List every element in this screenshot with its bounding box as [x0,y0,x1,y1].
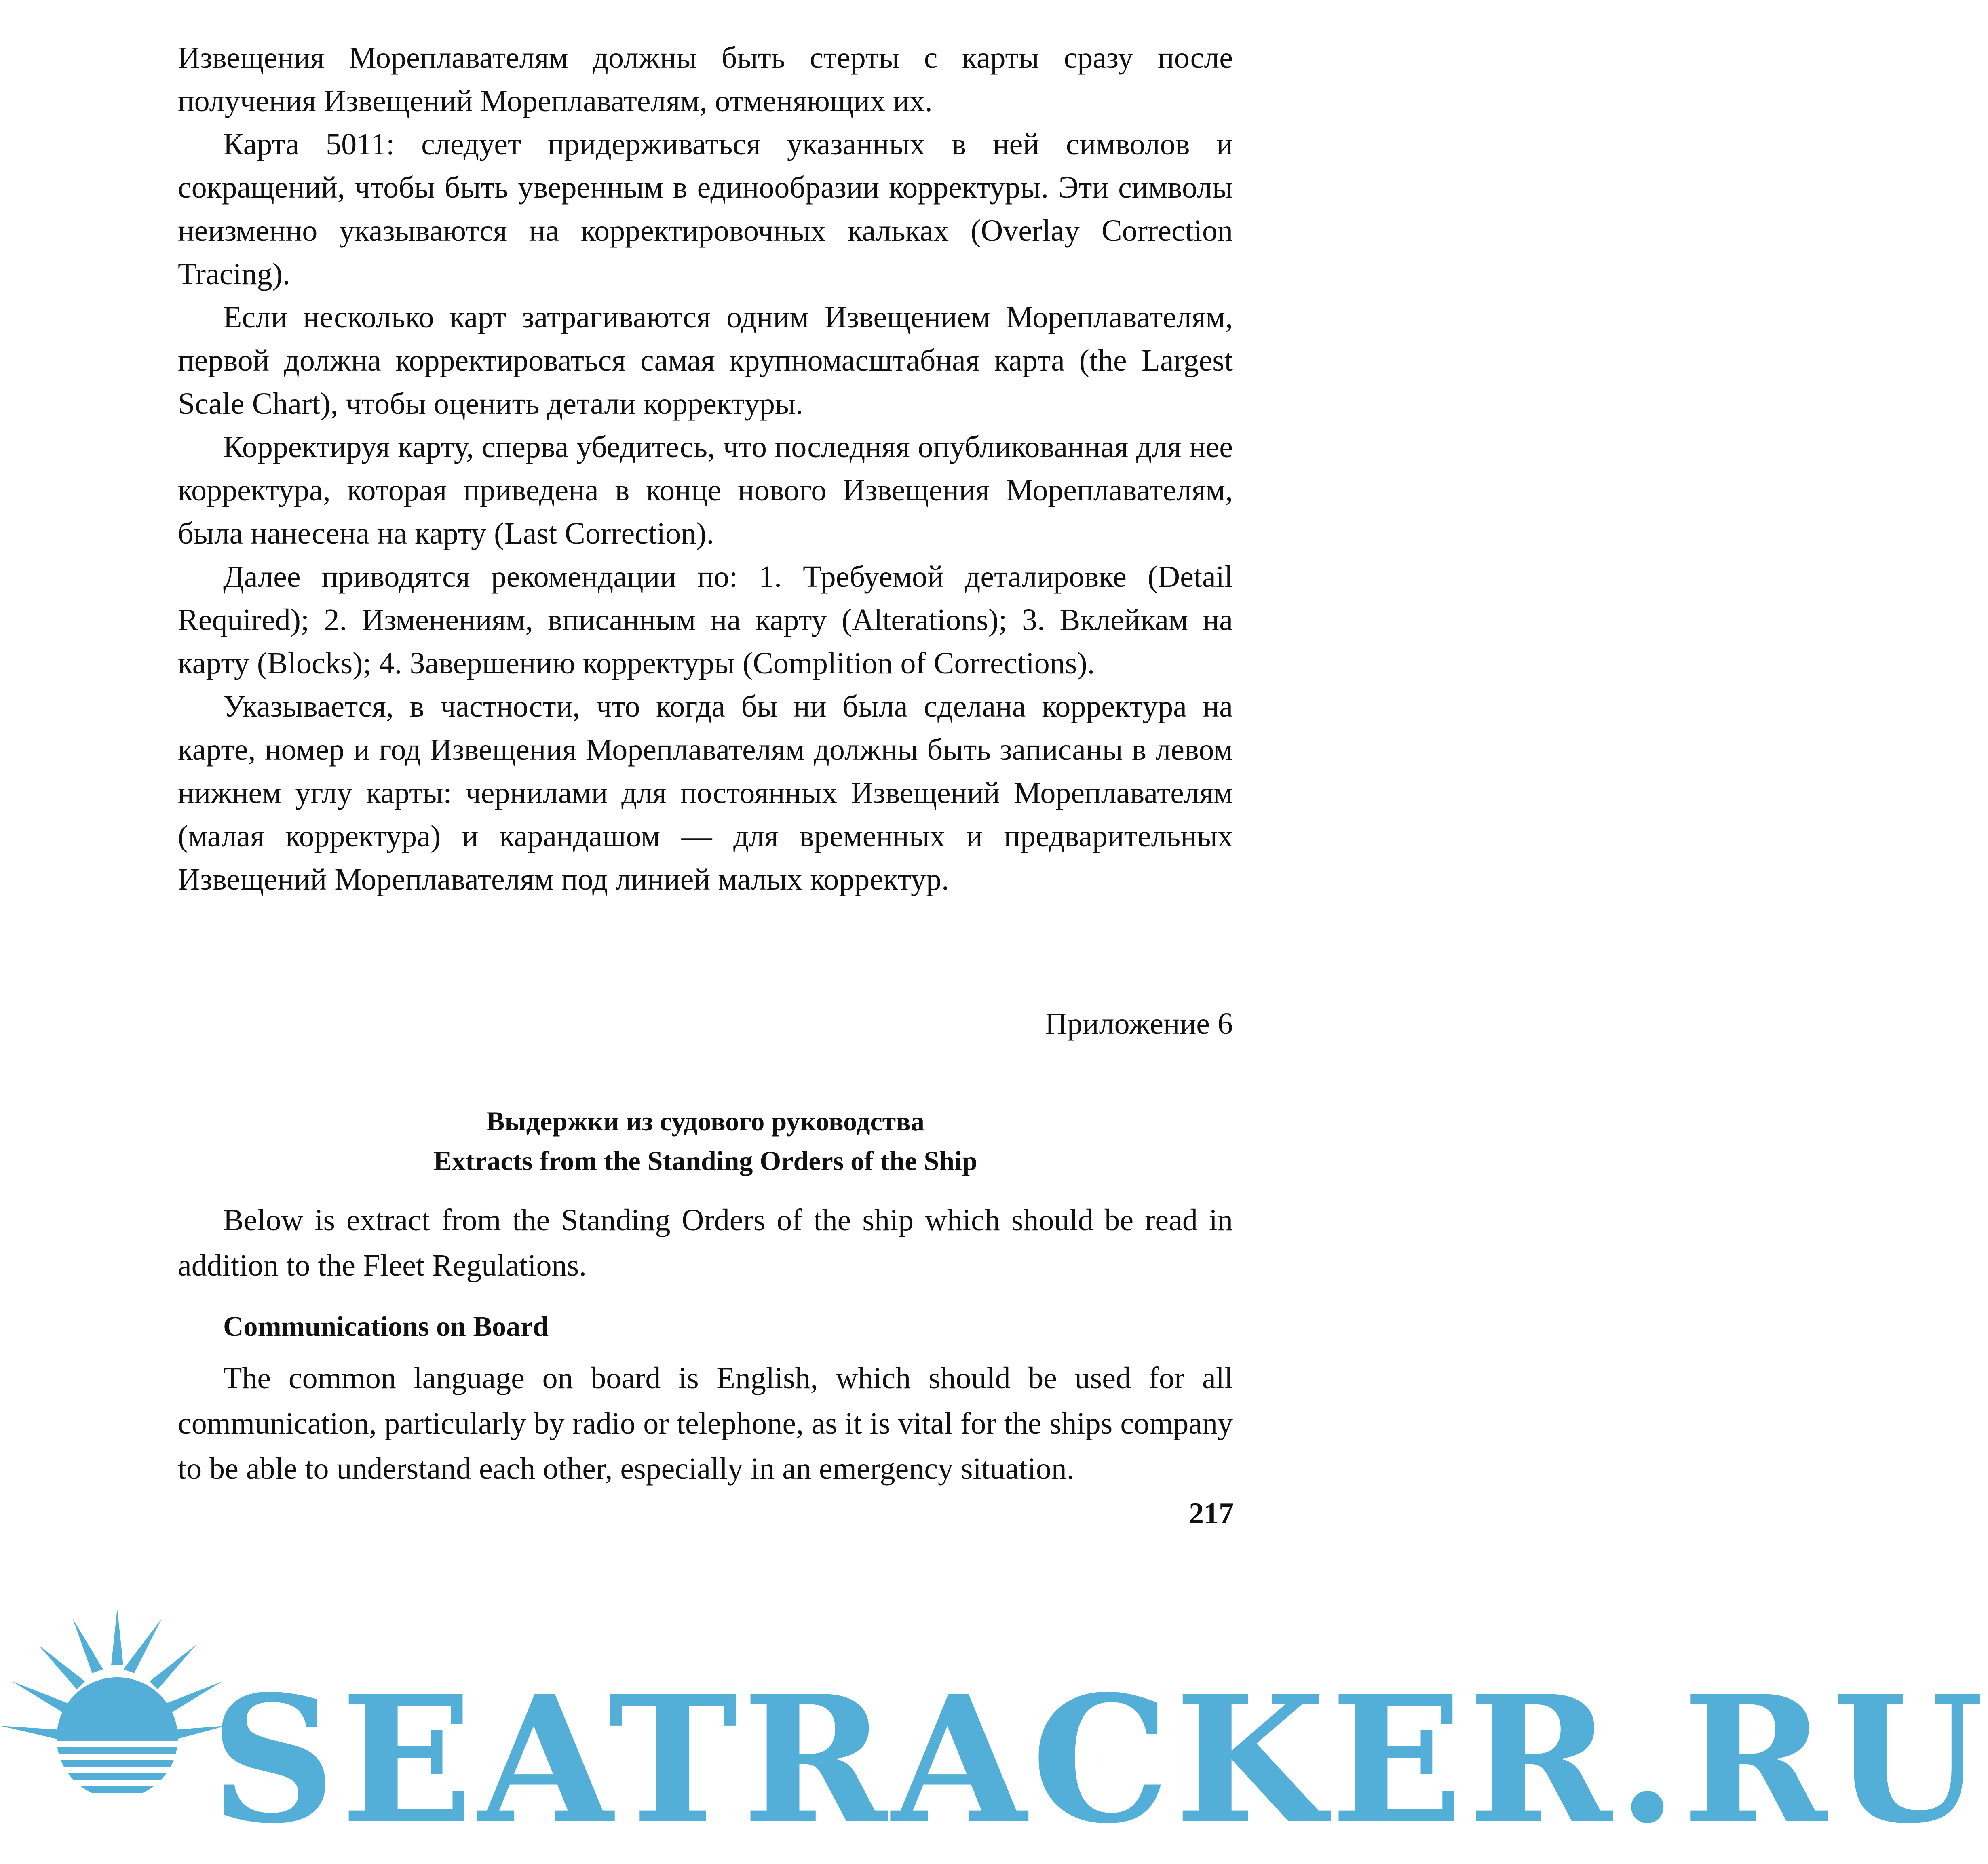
paragraph-ru-1: Извещения Мореплавателям должны быть стерты с карты сразу после получения Извещений Мореплавателям, отменяющих их. [178,41,1233,118]
paragraph-ru-4: Корректируя карту, сперва убедитесь, что последняя опубликованная для нее корректура, которая приведена в конце нового Извещения Мореплавателям, была нанесена на карту (Last Correction). [178,430,1233,550]
intro-paragraph: Below is extract from the Standing Orders of the ship which should be read in addition to the Fleet Regulations. [178,1203,1233,1282]
paragraph-ru-5: Далее приводятся рекомендации по: 1. Требуемой деталировке (Detail Required); 2. Изменениям, вписанным на карту (Alterations); 3. Вклейкам на карту (Blocks); 4. Завершению корректуры (Complition of Corrections). [178,560,1233,680]
paragraph-ru-2: Карта 5011: следует придерживаться указанных в ней символов и сокращений, чтобы быть уверенным в единообразии корректуры. Эти символы неизменно указываются на корректировочных кальках (Overlay Correction Tracing). [178,127,1233,291]
section-title-ru: Выдержки из судового руководства [486,1106,924,1137]
paragraph-ru-6: Указывается, в частности, что когда бы ни была сделана корректура на карте, номер и год Извещения Мореплавателям должны быть записаны в левом нижнем углу карты: чернилами для постоянных Извещений Мореплавателям (малая корректура) и карандашом — для временных и предварительных Извещений Мореплавателям под линией малых корректур. [178,690,1233,896]
subheading: Communications on Board [223,1311,549,1342]
paragraph-ru-3: Если несколько карт затрагиваются одним Извещением Мореплавателям, первой должна корректироваться самая крупномасштабная карта (the Largest Scale Chart), чтобы оценить детали корректуры. [178,300,1233,421]
appendix-label: Приложение 6 [1045,1007,1233,1041]
body-paragraph: The common language on board is English, which should be used for all communication, particularly by radio or telephone, as it is vital for the ships company to be able to understand each other, especially in an emergency situation. [178,1361,1233,1486]
section-title-en: Extracts from the Standing Orders of the Ship [433,1145,977,1176]
watermark-text: SEATRACKER.RU [210,1658,1988,1862]
page-number: 217 [1189,1497,1234,1530]
